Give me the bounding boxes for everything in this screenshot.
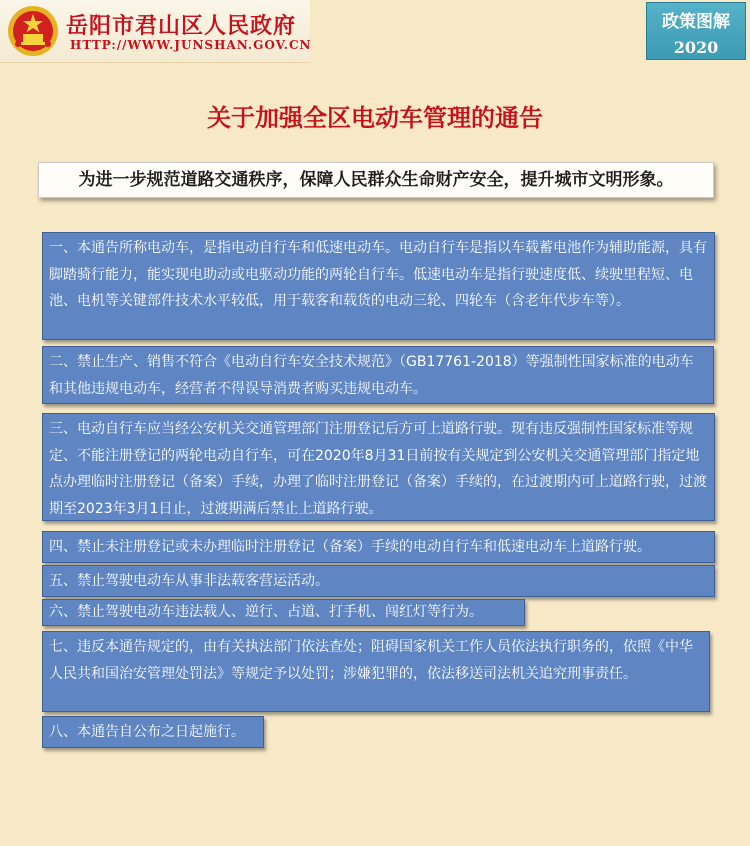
site-url[interactable]: HTTP://WWW.JUNSHAN.GOV.CN [70,38,312,52]
intro-banner: 为进一步规范道路交通秩序，保障人民群众生命财产安全，提升城市文明形象。 [38,162,714,198]
notice-item-6 [42,599,525,626]
badge-label: 政策图解 [662,12,730,32]
notice-text: 四、禁止未注册登记或未办理临时注册登记（备案）手续的电动自行车和低速电动车上道路行驶。 [49,539,651,555]
page-title: 关于加强全区电动车管理的通告 [207,103,543,132]
notice-item-5 [42,565,715,597]
policy-graphic-badge [646,2,746,60]
notice-text: 三、电动自行车应当经公安机关交通管理部门注册登记后方可上道路行驶。现有违反强制性国家标准等规定、不能注册登记的两轮电动自行车，可在2020年8月31日前按有关规定到公安机关交通管理部门指定地点办理临时注册登记（备案）手续，办理了临时注册登记（备案）手续的，在过渡期内可上道路行驶，过渡期至2023年3月1日止，过渡期满后禁止上道路行驶。 [49,421,707,517]
notice-text: 七、违反本通告规定的，由有关执法部门依法查处；阻碍国家机关工作人员依法执行职务的，依照《中华人民共和国治安管理处罚法》等规定予以处罚；涉嫌犯罪的，依法移送司法机关追究刑事责任。 [49,639,693,682]
notice-text: 六、禁止驾驶电动车违法载人、逆行、占道、打手机、闯红灯等行为。 [49,604,483,620]
notice-text: 二、禁止生产、销售不符合《电动自行车安全技术规范》（GB17761-2018）等强制性国家标准的电动车和其他违规电动车，经营者不得误导消费者购买违规电动车。 [49,354,694,397]
notice-text: 八、本通告自公布之日起施行。 [49,724,245,740]
badge-year: 2020 [673,38,719,57]
site-title: 岳阳市君山区人民政府 [66,13,297,39]
notice-text: 一、本通告所称电动车，是指电动自行车和低速电动车。电动自行车是指以车载蓄电池作为辅助能源，具有脚踏骑行能力，能实现电助动或电驱动功能的两轮自行车。低速电动车是指行驶速度低、续驶里程短、电池、电机等关键部件技术水平较低，用于载客和载货的电动三轮、四轮车（含老年代步车等）。 [49,240,707,309]
notice-item-8 [42,716,264,748]
notice-item-4 [42,531,715,563]
site-header [0,0,310,63]
notice-item-3 [42,413,715,521]
notice-item-1 [42,232,715,340]
notice-item-7 [42,631,710,712]
notice-item-2 [42,346,714,404]
notice-text: 五、禁止驾驶电动车从事非法载客营运活动。 [49,573,329,589]
national-emblem-icon [6,4,60,58]
